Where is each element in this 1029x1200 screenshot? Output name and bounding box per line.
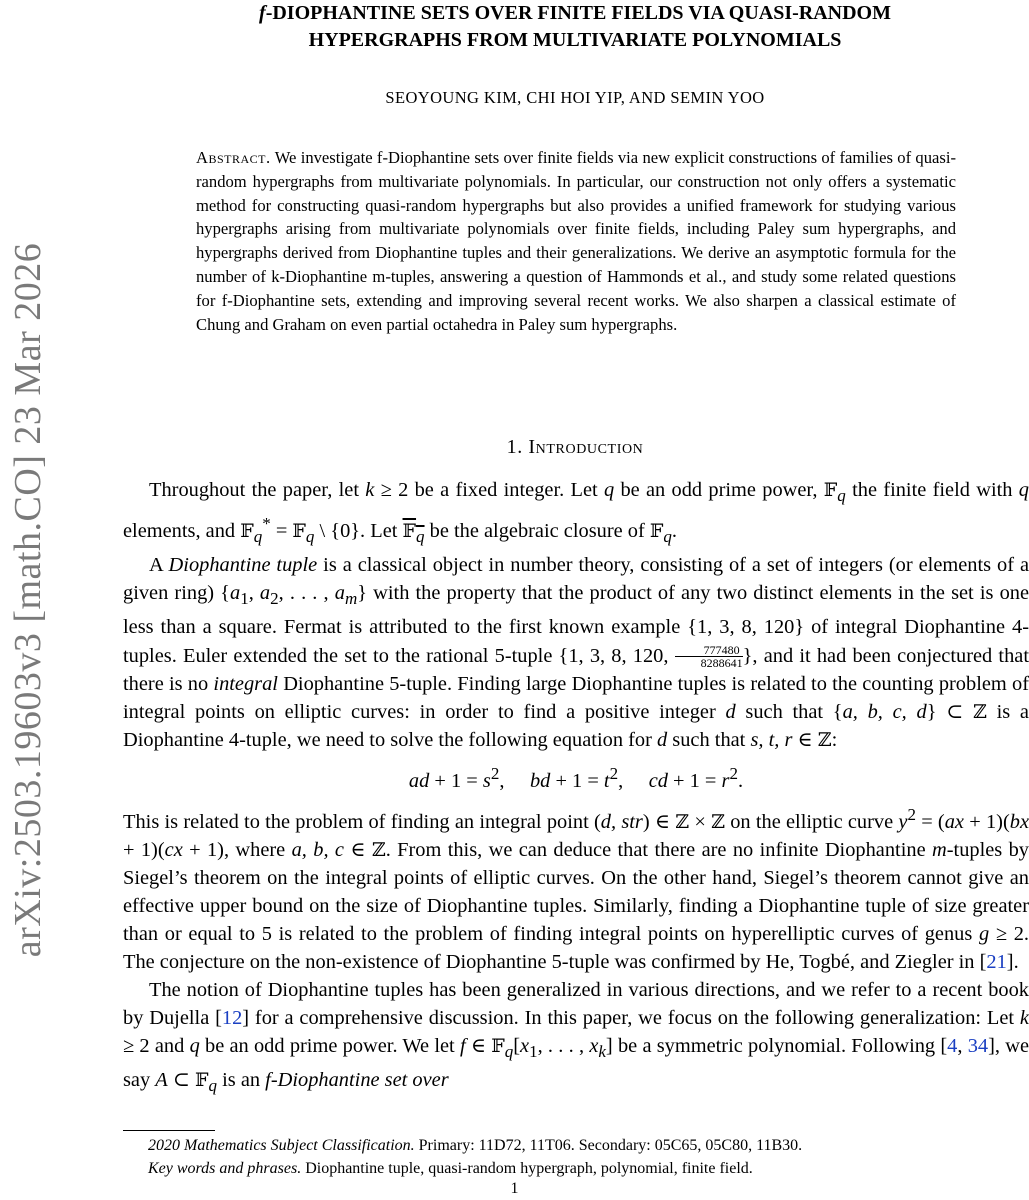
citation-link[interactable]: 34 <box>967 1035 989 1058</box>
paragraph: A Diophantine tuple is a classical object in number theory, consisting of a set of integers (or elements of a given ring) {$a_1$, $a_2$, . . . , $a_m$} with the property that the product of any two distinct elements in the set is one less than a square. Fermat is attributed to the first known example {1, 3, 8, 120} of integral Diophantine 4-tuples. Euler extended the set to the rational 5-tuple {1, 3, 8, 120, $\frac{777480}{8288641}$ }, and it had been conjectured that there is no integral Diophantine 5-tuple. Finding large Diophantine tuples is related to the counting problem of integral points on elliptic curves: in order to find a positive integer d such that {a, b, c, d} ⊂ ℤ is a Diophantine 4-tuple, we need to solve the following equation for d such that s, t, r ∈ ℤ: <box>123 554 1029 751</box>
body-text <box>123 476 1029 1101</box>
footnote-keywords: Key words and phrases. Diophantine tuple, quasi-random hypergraph, polynomial, finite field. <box>148 1160 753 1177</box>
section-heading <box>120 436 1029 459</box>
author-list: SEOYOUNG KIM, CHI HOI YIP, AND SEMIN YOO <box>385 88 765 107</box>
citation-link[interactable]: 21 <box>986 951 1007 974</box>
section-number: 1. <box>506 436 523 458</box>
paper-title <box>120 0 1029 54</box>
citation-link[interactable]: 4 <box>947 1035 958 1058</box>
citation-link[interactable]: 12 <box>221 1007 243 1030</box>
page-number: 1 <box>510 1180 519 1197</box>
arxiv-sidebar <box>0 200 58 1000</box>
abstract-heading: Abstract. <box>196 148 271 167</box>
title-line-1: -DIOPHANTINE SETS OVER FINITE FIELDS VIA QUASI-RANDOM <box>265 2 891 24</box>
footnotes <box>148 1134 1028 1180</box>
arxiv-identifier[interactable]: arXiv:2503.19603v3 [math.CO] 23 Mar 2026 <box>7 242 49 958</box>
paragraph: This is related to the problem of finding an integral point (d, str) ∈ ℤ × ℤ on the elliptic curve $y^2 = (ax + 1)(bx + 1)(cx + 1)$, where a, b, c ∈ ℤ. From this, we can deduce that there are no infinite Diophantine m-tuples by Siegel’s theorem on the integral points of elliptic curves. On the other hand, Siegel’s theorem cannot give an effective upper bound on the size of Diophantine tuples. Similarly, finding a Diophantine tuple of size greater than or equal to 5 is related to the problem of finding integral points on hyperelliptic curves of genus g ≥ 2. The conjecture on the non-existence of Diophantine 5-tuple was confirmed by He, Togbé, and Ziegler in [21]. <box>123 804 1029 974</box>
title-line-2: HYPERGRAPHS FROM MULTIVARIATE POLYNOMIALS <box>308 29 842 51</box>
paragraph: The notion of Diophantine tuples has been generalized in various directions, and we refer to a recent book by Dujella [12] for a comprehensive discussion. In this paper, we focus on the following generalization: Let k ≥ 2 and q be an odd prime power. We let f ∈ $𝔽_q[x_1$, . . . , $x_k$] be a symmetric polynomial. Following [4, 34], we say A ⊂ 𝔽$_q$ is an f-Diophantine set over <box>123 979 1029 1096</box>
abstract-text: We investigate f-Diophantine sets over finite fields via new explicit constructions of families of quasi-random hypergraphs from multivariate polynomials. In particular, our construction not only offers a systematic method for constructing quasi-random hypergraphs but also provides a unified framework for studying various hypergraphs arising from multivariate polynomials over finite fields, including Paley sum hypergraphs, and hypergraphs derived from Diophantine tuples and their generalizations. We derive an asymptotic formula for the number of k-Diophantine m-tuples, answering a question of Hammonds et al., and study some related questions for f-Diophantine sets, extending and improving several recent works. We also sharpen a classical estimate of Chung and Graham on even partial octahedra in Paley sum hypergraphs. <box>196 148 956 334</box>
footnote-divider <box>123 1130 215 1131</box>
section-title: Introduction <box>528 436 644 458</box>
abstract <box>196 146 956 336</box>
paragraph: Throughout the paper, let k ≥ 2 be a fixed integer. Let q be an odd prime power, 𝔽$_q$ the finite field with q elements, and 𝔽$_q$* = 𝔽$_q$ \ {0}. Let 𝔽$_q$ be the algebraic closure of 𝔽$_q$. <box>123 479 1029 547</box>
footnote-msc: 2020 Mathematics Subject Classification. Primary: 11D72, 11T06. Secondary: 05C65, 05C80, 11B30. <box>148 1137 803 1154</box>
display-equation: ad + $1 = s^2$, bd + $1 = t^2$, cd + $1 = r^2$. <box>408 763 744 792</box>
title-prefix: f <box>259 2 266 24</box>
fraction: $\frac{777480}{8288641}$ <box>675 644 743 669</box>
